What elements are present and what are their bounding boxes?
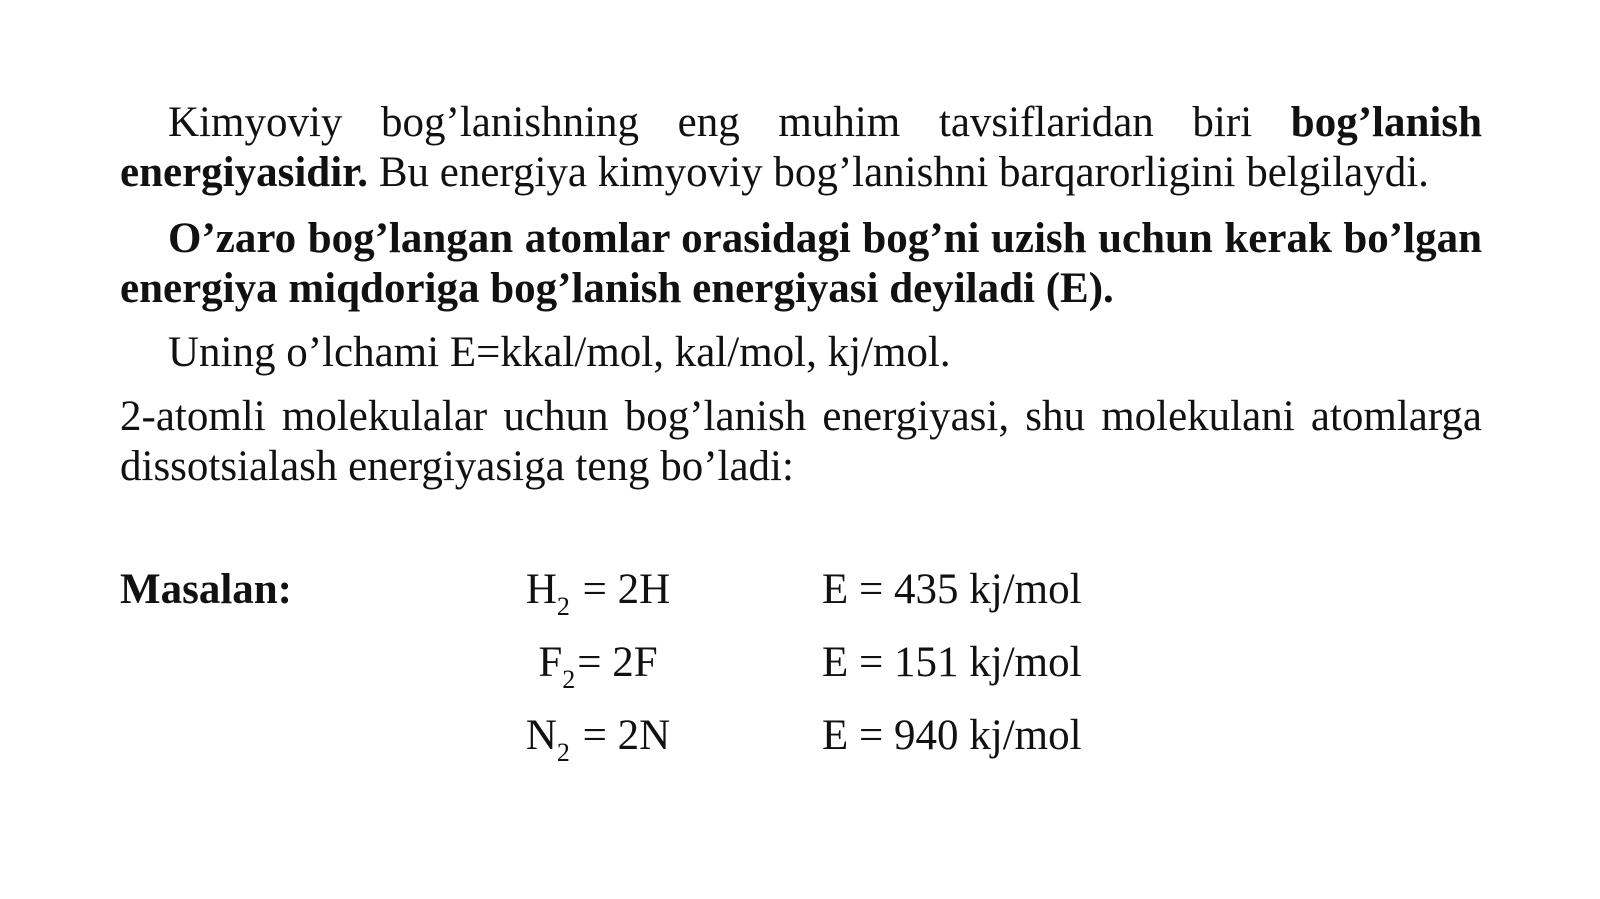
example-row	[120, 638, 1482, 711]
reaction-subscript: 2	[556, 738, 570, 767]
paragraph-units: Uning o’lchami E=kkal/mol, kal/mol, kj/mol.	[168, 329, 951, 376]
examples-label: Masalan:	[120, 566, 292, 613]
reaction-element: F	[538, 639, 563, 686]
reaction-rest: = 2H	[571, 566, 671, 613]
reaction-subscript: 2	[562, 665, 576, 694]
p1-text-end: Bu energiya kimyoviy bog’lanishni barqarorligini belgilaydi.	[368, 149, 1429, 196]
p1-text-start: Kimyoviy bog’lanishning eng muhim tavsiflaridan biri	[168, 99, 1291, 146]
reaction-equation	[472, 638, 724, 693]
slide-content	[120, 98, 1482, 492]
reaction-energy: E = 151 kj/mol	[822, 639, 1082, 686]
reaction-rest: = 2N	[571, 712, 671, 759]
reaction-element: N	[525, 712, 557, 759]
reaction-element: H	[525, 566, 557, 613]
paragraph-bond-energy-definition: O’zaro bog’langan atomlar orasidagi bog’ni uzish uchun kerak bo’lgan energiya miqdoriga bog’lanish energiyasi deyiladi (E).	[120, 215, 1482, 312]
reaction-rest: = 2F	[577, 639, 658, 686]
reaction-subscript: 2	[556, 592, 570, 621]
reaction-energy: E = 940 kj/mol	[822, 712, 1082, 759]
reaction-equation	[472, 711, 724, 766]
paragraph-diatomic: 2-atomli molekulalar uchun bog’lanish energiyasi, shu molekulani atomlarga dissotsialash energiyasiga teng bo’ladi:	[120, 393, 1482, 490]
example-row	[120, 565, 1482, 638]
reaction-energy: E = 435 kj/mol	[822, 566, 1082, 613]
examples-block	[120, 565, 1482, 784]
p1-bold-term: bog’lanish energiyasidir.	[120, 99, 1482, 196]
reaction-equation	[472, 565, 724, 620]
example-row	[120, 711, 1482, 784]
paragraph-bond-characteristic	[120, 98, 1482, 198]
